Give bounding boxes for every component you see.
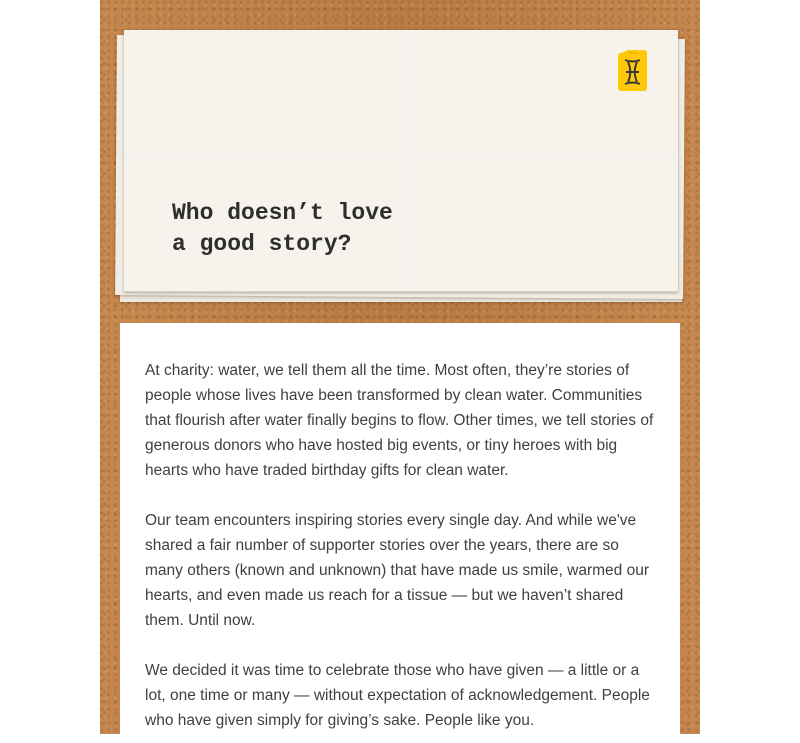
page-title: Who doesn’t love a good story? <box>172 200 393 257</box>
email-body <box>120 323 680 743</box>
paper-edge-line <box>124 291 678 292</box>
body-paragraph-2: Our team encounters inspiring stories every single day. And while we've shared a fair number of supporter stories over the years, there are so many others (known and unknown) that have made us smile, warmed our hearts, and even made us reach for a tissue — but we haven’t shared them. Until now. <box>145 512 649 629</box>
body-paragraph-3: We decided it was time to celebrate those who have given — a little or a lot, one time or many — without expectation of acknowledgement. People who have given simply for giving’s sake. People like you. <box>145 662 650 729</box>
jerry-can-icon[interactable] <box>618 50 647 91</box>
body-paragraph-1: At charity: water, we tell them all the time. Most often, they’re stories of people whose lives have been transformed by clean water. Communities that flourish after water finally begins to flow. Other times, we tell stories of generous donors who have hosted big events, or tiny heroes with big hearts who have traded birthday gifts for clean water. <box>145 362 654 479</box>
paper-fold-horizontal <box>124 158 678 160</box>
